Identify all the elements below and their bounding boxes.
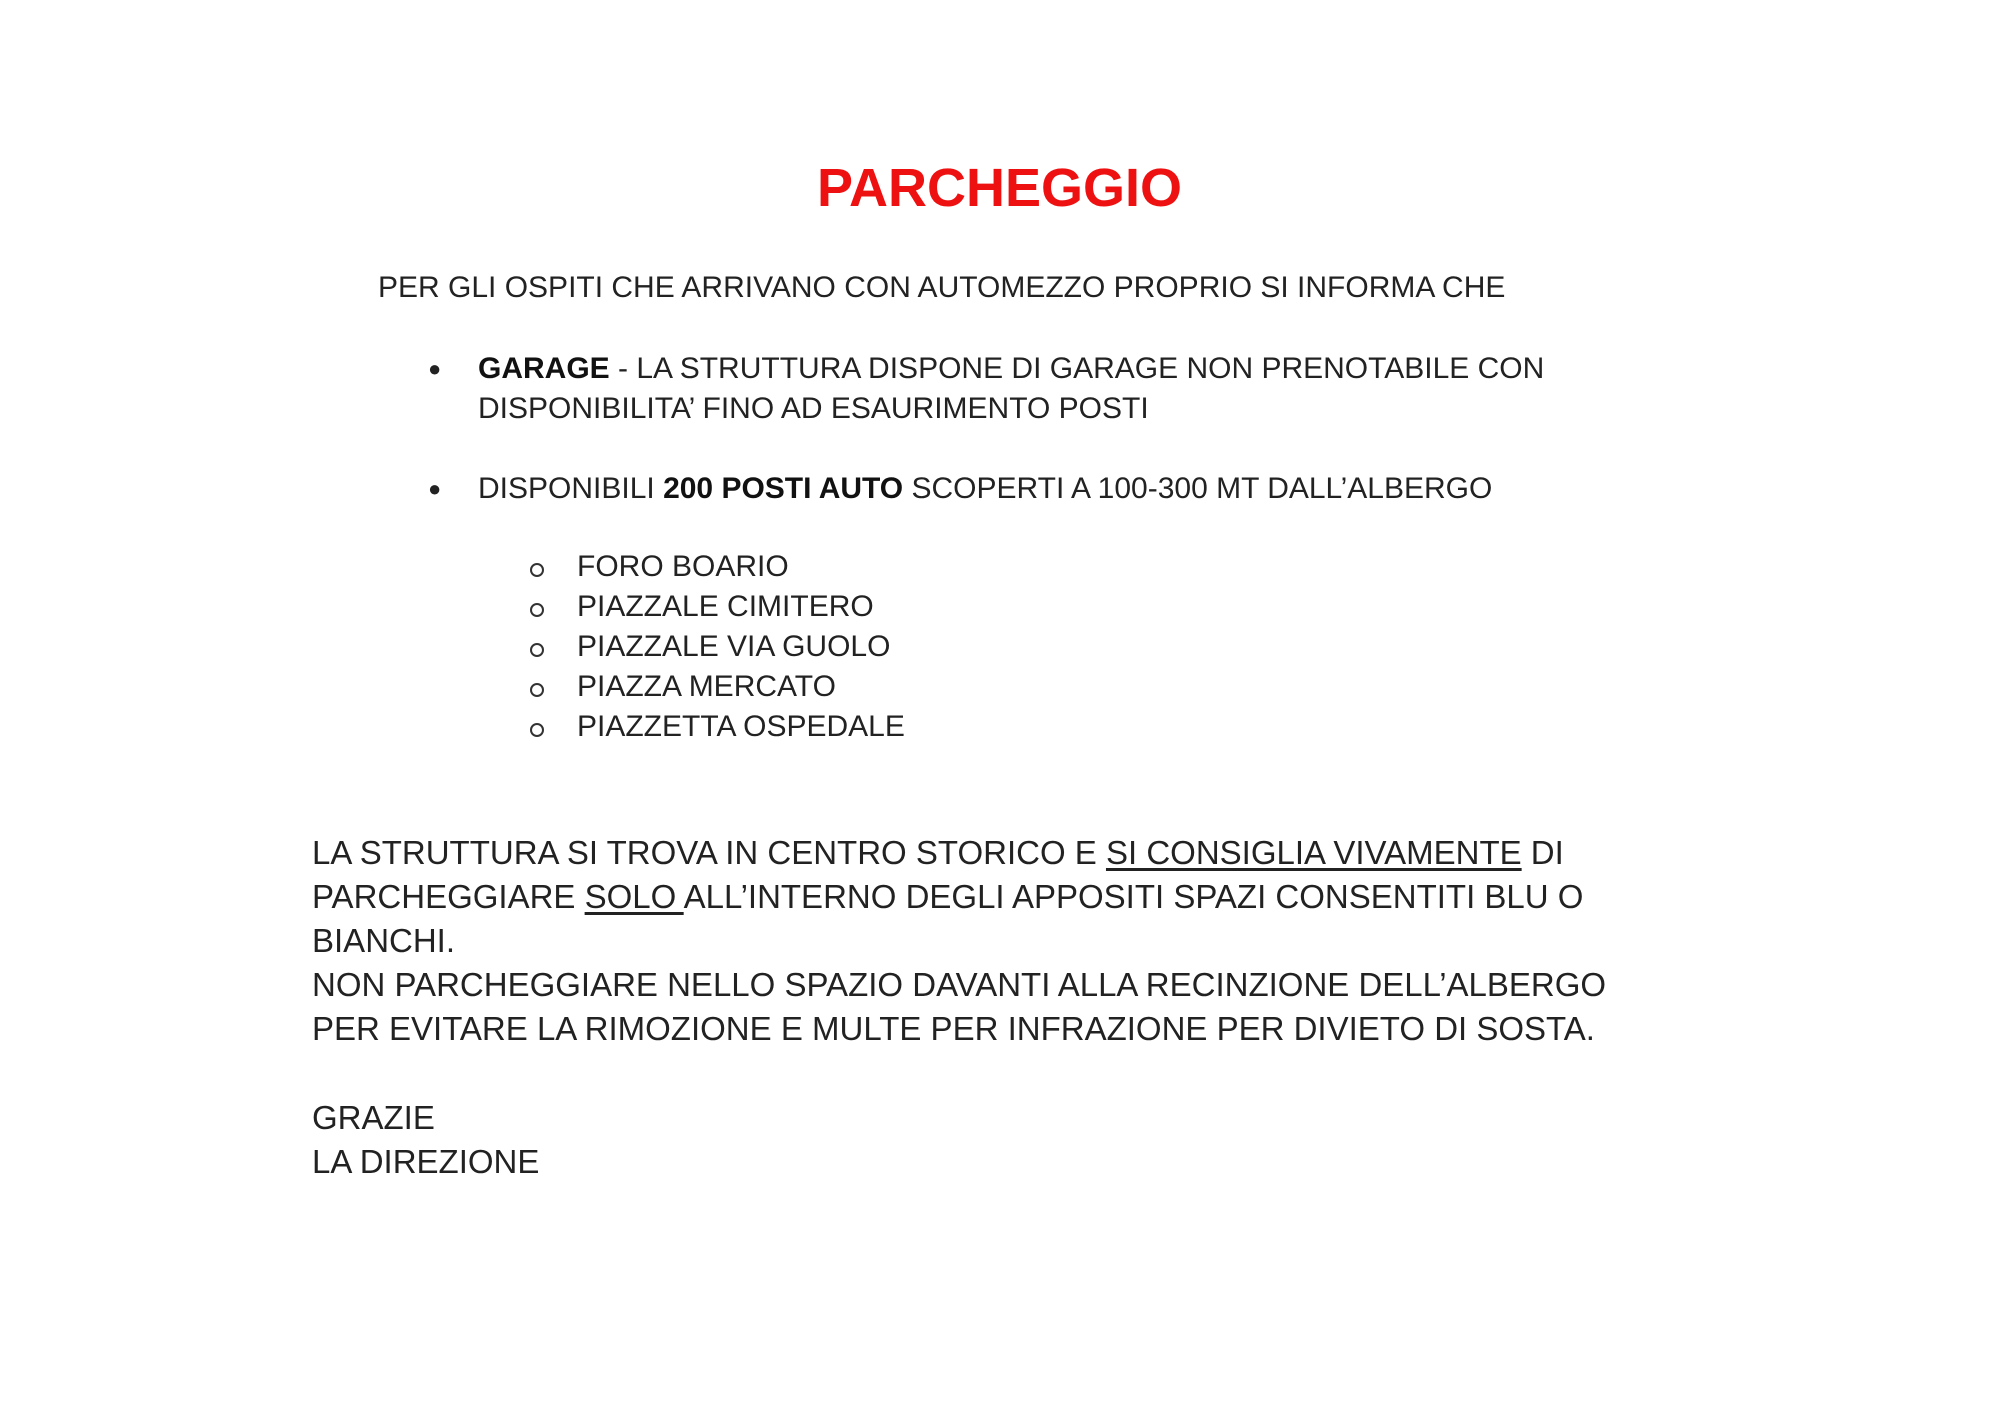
circle-bullet-icon xyxy=(530,683,544,697)
closing-thanks: GRAZIE xyxy=(312,1099,435,1136)
notice-emphasis-only: SOLO xyxy=(584,878,684,915)
notice-line-1-end: DI xyxy=(1521,834,1564,871)
garage-label: GARAGE xyxy=(478,352,610,385)
parking-location-name: PIAZZA MERCATO xyxy=(577,670,836,703)
closing-block xyxy=(312,1096,539,1184)
notice-line-4: NON PARCHEGGIARE NELLO SPAZIO DAVANTI ALLA RECINZIONE DELL’ALBERGO xyxy=(312,966,1607,1003)
parking-count: 200 POSTI AUTO xyxy=(663,472,904,505)
parking-location-name: FORO BOARIO xyxy=(577,550,789,583)
garage-line2: DISPONIBILITA’ FINO AD ESAURIMENTO POSTI xyxy=(478,392,1149,425)
circle-bullet-icon xyxy=(530,723,544,737)
bullet-dot-icon: ● xyxy=(428,476,442,501)
parking-location-item xyxy=(526,707,905,747)
bullet-parking-text xyxy=(478,469,1618,509)
garage-line1: - LA STRUTTURA DISPONE DI GARAGE NON PRENOTABILE CON xyxy=(609,352,1545,385)
notice-line-1 xyxy=(312,831,1712,875)
notice-line-5: PER EVITARE LA RIMOZIONE E MULTE PER INFRAZIONE PER DIVIETO DI SOSTA. xyxy=(312,1010,1595,1047)
parking-location-item xyxy=(526,667,905,707)
notice-paragraph xyxy=(312,831,1712,1051)
bullet-garage-text xyxy=(478,349,1618,429)
parking-locations-list xyxy=(526,547,905,747)
parking-prefix: DISPONIBILI xyxy=(478,472,664,505)
notice-line-2-end: ALL’INTERNO DEGLI APPOSITI SPAZI CONSENTITI BLU O xyxy=(683,878,1584,915)
parking-location-item xyxy=(526,587,905,627)
notice-line-3: BIANCHI. xyxy=(312,922,456,959)
parking-location-name: PIAZZALE VIA GUOLO xyxy=(577,630,891,663)
notice-line-1-start: LA STRUTTURA SI TROVA IN CENTRO STORICO E xyxy=(312,834,1106,871)
bullet-dot-icon: ● xyxy=(428,356,442,381)
notice-line-2 xyxy=(312,875,1712,919)
notice-emphasis-strongly-advised: SI CONSIGLIA VIVAMENTE xyxy=(1105,834,1522,871)
notice-line-2-start: PARCHEGGIARE xyxy=(312,878,585,915)
closing-signature: LA DIREZIONE xyxy=(312,1143,540,1180)
page-title: PARCHEGGIO xyxy=(816,158,1183,218)
parking-suffix: SCOPERTI A 100-300 MT DALL’ALBERGO xyxy=(903,472,1493,505)
parking-location-name: PIAZZALE CIMITERO xyxy=(577,590,874,623)
intro-text: PER GLI OSPITI CHE ARRIVANO CON AUTOMEZZO PROPRIO SI INFORMA CHE xyxy=(378,271,1506,304)
parking-location-item xyxy=(526,627,905,667)
circle-bullet-icon xyxy=(530,643,544,657)
parking-location-item xyxy=(526,547,905,587)
parking-location-name: PIAZZETTA OSPEDALE xyxy=(577,710,905,743)
circle-bullet-icon xyxy=(530,603,544,617)
circle-bullet-icon xyxy=(530,563,544,577)
